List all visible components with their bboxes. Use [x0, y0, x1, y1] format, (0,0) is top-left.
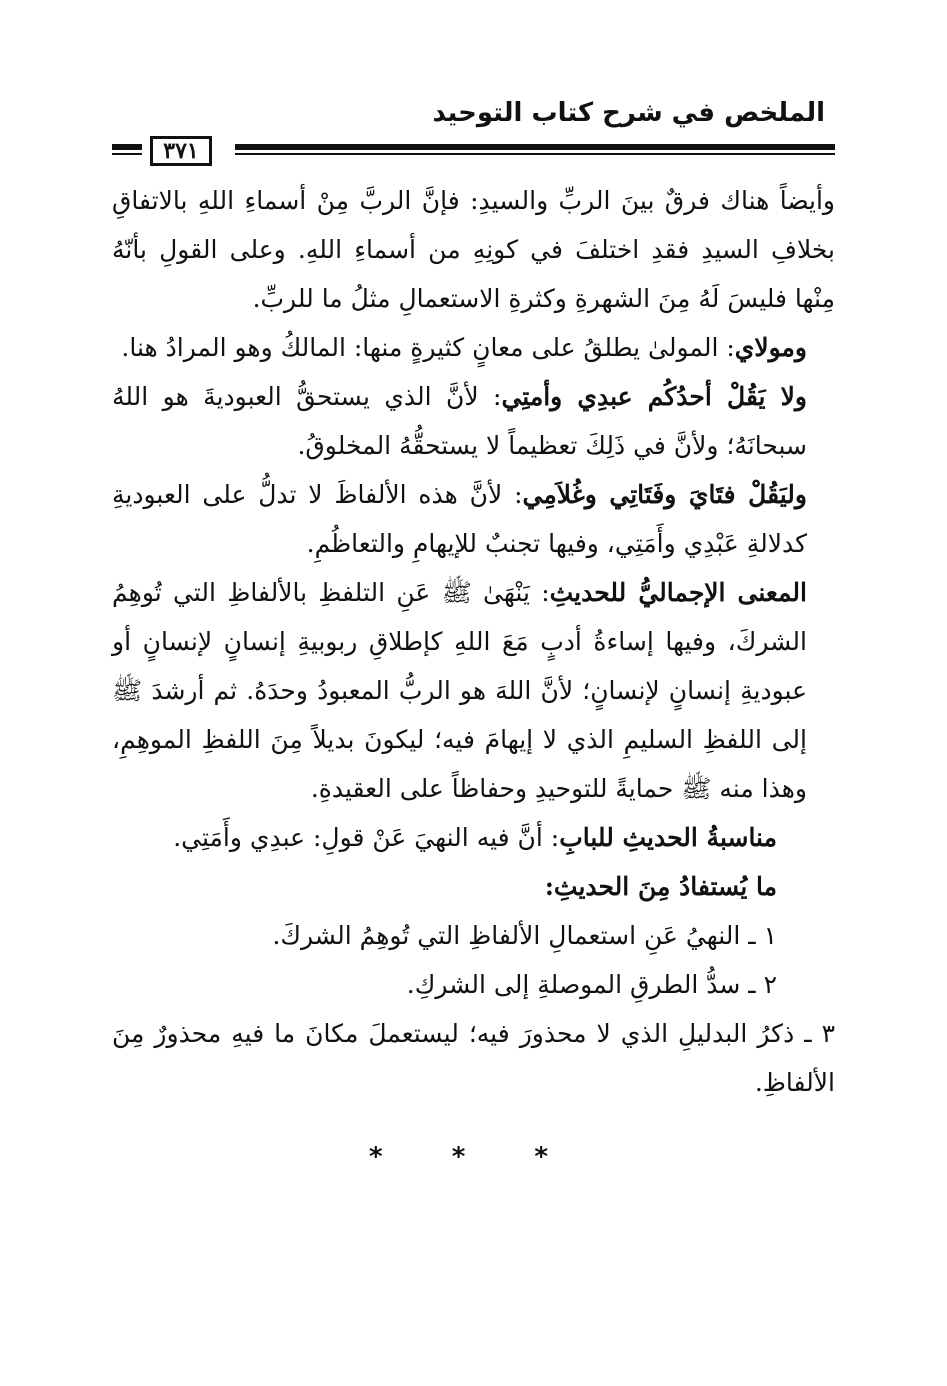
explanation-wal-yaqul: : لأنَّ هذه الألفاظَ لا تدلُّ على العبوديةِ كدلالةِ عَبْدِي وأَمَتِي، وفيها تجنبٌ للإيهامِ والتعاظُمِ.	[112, 480, 807, 558]
heading-relevance: مناسبةُ الحديثِ للبابِ	[559, 823, 777, 852]
benefit-item-1: ١ ـ النهيُ عَنِ استعمالِ الألفاظِ التي تُوهِمُ الشركَ.	[272, 921, 777, 950]
section-separator: * * *	[369, 1142, 578, 1172]
paragraph-wal-yaqul	[112, 470, 835, 568]
heading-benefits: ما يُستفادُ مِنَ الحديثِ:	[544, 872, 777, 901]
benefit-item-2: ٢ ـ سدُّ الطرقِ الموصلةِ إلى الشركِ.	[406, 970, 777, 999]
term-wal-yaqul: وليَقُلْ فتَايَ وفَتَاتِي وغُلاَمِي	[522, 480, 807, 509]
heading-general-meaning: المعنى الإجماليُّ للحديثِ	[549, 578, 807, 607]
paragraph-rabb-sayyid: وأيضاً هناك فرقٌ بينَ الربِّ والسيدِ: فإنَّ الربَّ مِنْ أسماءِ اللهِ بالاتفاقِ بخلافِ السيدِ فقدِ اختلفَ في كونِهِ من أسماءِ اللهِ. وعلى القولِ بأنّهُ مِنْها فليسَ لَهُ مِنَ الشهرةِ وكثرةِ الاستعمالِ مثلُ ما للربِّ.	[112, 186, 835, 313]
page-body	[112, 176, 835, 1107]
explanation-la-yaqul: : لأنَّ الذي يستحقُّ العبوديةَ هو اللهُ سبحانَهُ؛ ولأنَّ في ذَلِكَ تعظيماً لا يستحقُّهُ المخلوقُ.	[112, 382, 807, 460]
running-header-title: الملخص في شرح كتاب التوحيد	[432, 98, 825, 128]
page-number: ٣٧١	[150, 136, 212, 166]
benefit-item-3: ٣ ـ ذكرُ البدليلِ الذي لا محذورَ فيه؛ ليستعملَ مكانَ ما فيهِ محذورٌ مِنَ الألفاظِ.	[112, 1019, 835, 1097]
paragraph-la-yaqul	[112, 372, 835, 470]
paragraph-relevance	[112, 813, 835, 862]
term-la-yaqul: ولا يَقُلْ أحدُكُم عبدِي وأمتِي	[501, 382, 808, 411]
header-rule-thick	[235, 144, 835, 150]
explanation-mawlay: : المولىٰ يطلقُ على معانٍ كثيرةٍ منها: المالكُ وهو المرادُ هنا.	[121, 333, 735, 362]
paragraph-general-meaning	[112, 568, 835, 813]
paragraph-mawlay	[112, 323, 835, 372]
explanation-general-meaning: : يَنْهَىٰ ﷺ عَنِ التلفظِ بالألفاظِ التي تُوهِمُ الشركَ، وفيها إساءةُ أدبٍ مَعَ اللهِ كإطلاقِ ربوبيةِ إنسانٍ لإنسانٍ أو عبوديةِ إنسانٍ لإنسانٍ؛ لأنَّ اللهَ هو الربُّ المعبودُ وحدَهُ. ثم أرشدَ ﷺ إلى اللفظِ السليمِ الذي لا إيهامَ فيه؛ ليكونَ بديلاً مِنَ اللفظِ الموهِمِ، وهذا منه ﷺ حمايةً للتوحيدِ وحفاظاً على العقيدةِ.	[112, 578, 807, 803]
header-rule-left-thick	[112, 144, 142, 150]
header-rule-thin	[235, 153, 835, 155]
header-rule	[112, 136, 835, 166]
header-rule-left-thin	[112, 153, 142, 155]
explanation-relevance: : أنَّ فيه النهيَ عَنْ قولِ: عبدِي وأَمَتِي.	[173, 823, 560, 852]
term-mawlay: ومولاي	[734, 333, 807, 362]
